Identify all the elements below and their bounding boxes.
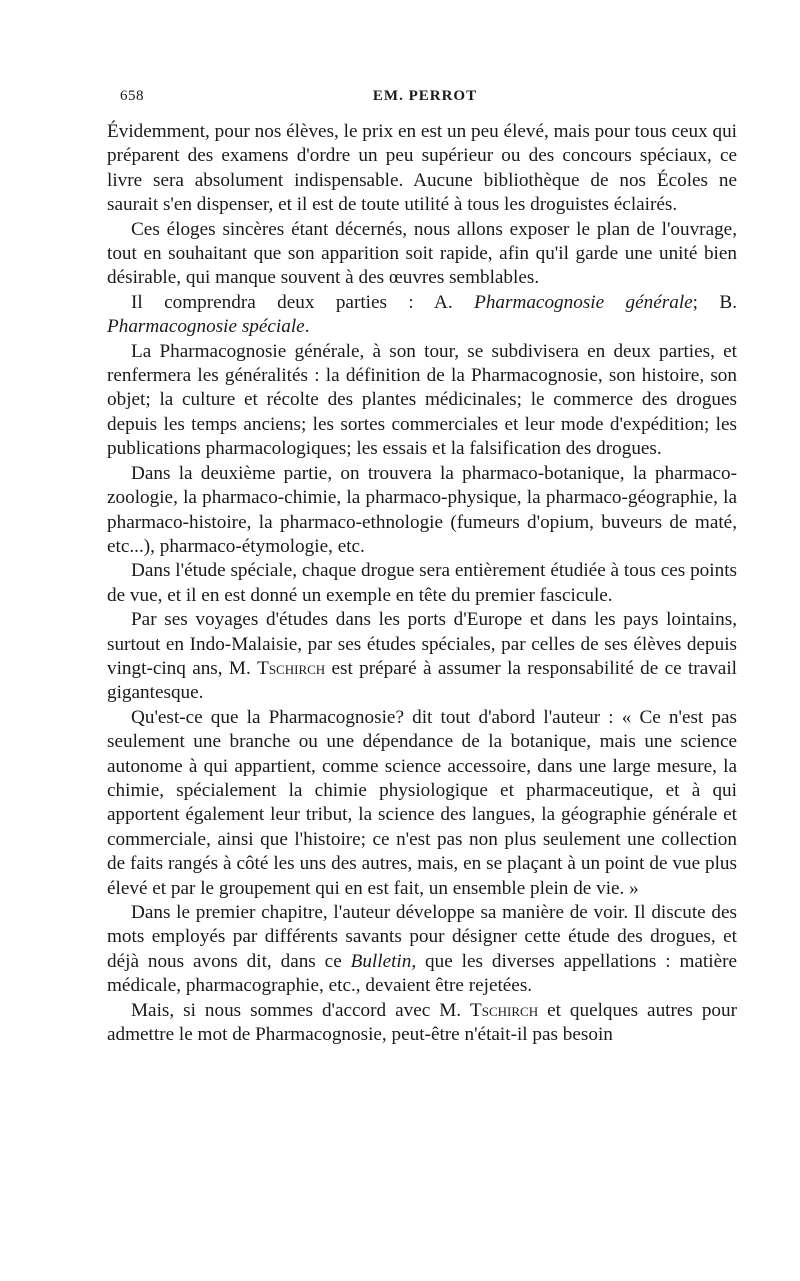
- text-run: , que les diverses appellations : matière médicale, pharmacographie, etc., devaient être rejetées.: [107, 950, 737, 997]
- paragraph: [107, 999, 737, 1048]
- body-text: [107, 120, 737, 1047]
- text-run: Il comprendra deux parties : A.: [131, 291, 475, 313]
- paragraph: [107, 706, 737, 901]
- italic-title: Pharmacognosie générale: [474, 291, 693, 313]
- paragraph: [107, 218, 737, 291]
- running-head: EM. PERROT: [372, 88, 478, 104]
- text-run: Dans le premier chapitre, l'auteur développe sa manière de voir. Il discute des mots employés par différents savants pour désigner cette étude des drogues, et déjà nous avons dit, dans ce: [107, 902, 737, 972]
- paragraph: [107, 559, 737, 608]
- paragraph: [107, 462, 737, 560]
- author-name: Tschirch: [470, 999, 539, 1021]
- paragraph: [107, 120, 737, 218]
- text-run: Par ses voyages d'études dans les ports d'Europe et dans les pays lointains, surtout en Indo-Malaisie, par ses études spéciales, par celles de ses élèves depuis vingt-cinq ans, M.: [107, 609, 737, 679]
- page-number: 658: [120, 88, 144, 104]
- text-run: est préparé à assumer la responsabilité de ce travail gigantesque.: [107, 657, 737, 704]
- italic-title: Bulletin: [350, 950, 412, 972]
- author-name: Tschirch: [257, 657, 326, 679]
- text-run: .: [304, 316, 310, 338]
- text-run: Dans la deuxième partie, on trouvera la pharmaco-botanique, la pharmaco-zoologie, la pharmaco-chimie, la pharmaco-physique, la pharmaco-géographie, la pharmaco-histoire, la pharmaco-ethnologie (fumeurs d'opium, buveurs de maté, etc...), pharmaco-étymologie, etc.: [107, 462, 737, 557]
- paragraph: [107, 340, 737, 462]
- text-run: ; B.: [692, 291, 737, 313]
- text-run: Ces éloges sincères étant décernés, nous allons exposer le plan de l'ouvrage, tout en souhaitant que son apparition soit rapide, afin qu'il garde une unité bien désirable, qui manque souvent à des œuvres semblables.: [107, 218, 737, 289]
- text-run: La Pharmacognosie générale, à son tour, se subdivisera en deux parties, et renfermera les généralités : la définition de la Pharmacognosie, son histoire, son objet; la culture et récolte des plantes médicinales; le commerce des drogues depuis les temps anciens; les sortes commerciales et leur mode d'expédition; les publications pharmacologiques; les essais et la falsification des drogues.: [107, 340, 737, 460]
- paragraph: [107, 901, 737, 999]
- text-run: Dans l'étude spéciale, chaque drogue sera entièrement étudiée à tous ces points de vue, et il en est donné un exemple en tête du premier fascicule.: [107, 560, 737, 606]
- italic-title: Pharmacognosie spéciale: [107, 316, 305, 338]
- page-header: [120, 88, 730, 112]
- text-run: Mais, si nous sommes d'accord avec M.: [131, 999, 471, 1021]
- text-run: et quelques autres pour admettre le mot de Pharmacognosie, peut-être n'était-il pas besoin: [107, 999, 737, 1046]
- paragraph: [107, 291, 737, 340]
- text-run: Évidemment, pour nos élèves, le prix en est un peu élevé, mais pour tous ceux qui préparent des examens d'ordre un peu supérieur ou des concours spéciaux, ce livre sera absolument indispensable. Aucune bibliothèque de nos Écoles ne saurait s'en dispenser, et il est de toute utilité à tous les droguistes éclairés.: [107, 121, 737, 216]
- paragraph: [107, 608, 737, 706]
- text-run: Qu'est-ce que la Pharmacognosie? dit tout d'abord l'auteur : « Ce n'est pas seulement une branche ou une dépendance de la botanique, mais une science autonome à qui appartient, comme science accessoire, dans une large mesure, la chimie, spécialement la chimie physiologique et pharmaceutique, et à qui apportent également leur tribut, la science des langues, la géographie générale et commerciale, ainsi que l'histoire; ce n'est pas non plus seulement une collection de faits rangés à côté les uns des autres, mais, en se plaçant à un point de vue plus élevé et par le groupement qui en est fait, un ensemble plein de vie. »: [107, 706, 737, 899]
